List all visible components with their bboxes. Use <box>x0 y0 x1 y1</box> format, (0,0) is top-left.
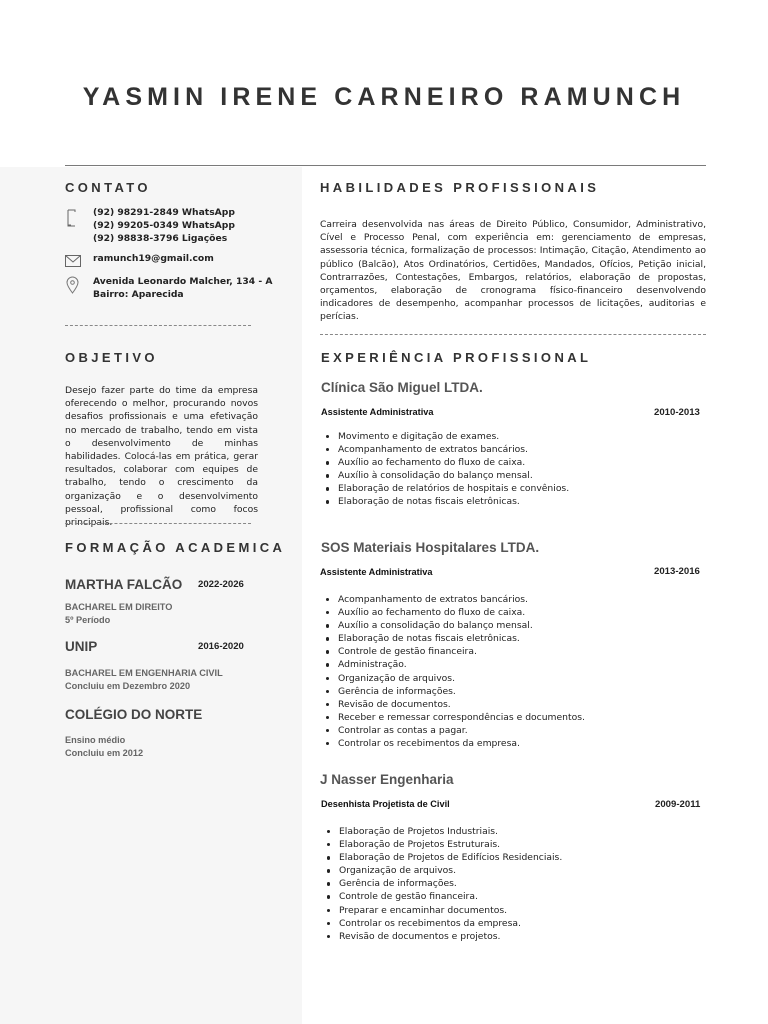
section-divider <box>65 325 251 326</box>
education-details <box>65 601 172 627</box>
list-item: Movimento e digitação de exames. <box>321 430 569 443</box>
phone-number[interactable]: (92) 98838-3796 Ligações <box>93 233 228 245</box>
contact-phones <box>93 206 235 246</box>
education-status: 5º Período <box>65 615 111 626</box>
job-role: Assistente Administrativa <box>320 567 433 577</box>
list-item: Auxílio a consolidação do balanço mensal. <box>321 619 585 632</box>
job-company: Clínica São Miguel LTDA. <box>321 380 483 395</box>
phone-icon <box>65 209 77 233</box>
skills-section-title: HABILIDADES PROFISSIONAIS <box>320 180 600 195</box>
job-role: Desenhista Projetista de Civil <box>321 799 450 809</box>
list-item: Elaboração de Projetos Industriais. <box>322 825 562 838</box>
list-item: Controle de gestão financeira. <box>322 890 562 903</box>
objective-text: Desejo fazer parte do time da empresa oferecendo o melhor, procurando novos desafios profissionais e uma efetivação no mercado de trabalho, tendo em vista o desenvolvimento de minhas habilidades. Colocá-las em prática, gerar resultados, colaborar com equipes de trabalho, tendo o crescimento da organização e o desenvolvimento pessoal, profissional como focos principais. <box>65 385 258 529</box>
phone-number[interactable]: (92) 98291-2849 WhatsApp <box>93 207 235 218</box>
header-divider <box>65 165 706 166</box>
address-line: Bairro: Aparecida <box>93 289 184 301</box>
list-item: Gerência de informações. <box>322 877 562 890</box>
education-degree: BACHAREL EM DIREITO <box>65 602 173 612</box>
list-item: Preparar e encaminhar documentos. <box>322 904 562 917</box>
job-task-list <box>321 593 585 750</box>
list-item: Controlar os recebimentos da empresa. <box>322 917 562 930</box>
list-item: Elaboração de notas fiscais eletrônicas. <box>321 632 585 645</box>
education-degree: Ensino médio <box>65 735 126 745</box>
objective-section-title: OBJETIVO <box>65 350 158 365</box>
education-school-name: COLÉGIO DO NORTE <box>65 707 203 722</box>
list-item: Controle de gestão financeira. <box>321 645 585 658</box>
job-company: SOS Materiais Hospitalares LTDA. <box>321 540 540 555</box>
list-item: Controlar os recebimentos da empresa. <box>321 737 585 750</box>
list-item: Revisão de documentos e projetos. <box>322 930 562 943</box>
section-divider <box>65 523 251 524</box>
phone-number[interactable]: (92) 99205-0349 WhatsApp <box>93 220 235 232</box>
list-item: Acompanhamento de extratos bancários. <box>321 443 569 456</box>
map-pin-icon <box>66 276 79 298</box>
list-item: Elaboração de Projetos de Edifícios Residenciais. <box>322 851 562 864</box>
address-line: Avenida Leonardo Malcher, 134 - A <box>93 276 273 287</box>
job-years: 2010-2013 <box>654 407 700 418</box>
education-status: Concluiu em Dezembro 2020 <box>65 681 191 692</box>
list-item: Organização de arquivos. <box>321 672 585 685</box>
contact-email[interactable]: ramunch19@gmail.com <box>93 253 214 264</box>
experience-section-title: EXPERIÊNCIA PROFISSIONAL <box>321 350 592 365</box>
contact-section-title: CONTATO <box>65 180 151 195</box>
education-school-name: UNIP <box>65 639 98 654</box>
education-years: 2016-2020 <box>198 641 244 652</box>
job-task-list <box>322 825 562 943</box>
list-item: Elaboração de relatórios de hospitais e convênios. <box>321 482 569 495</box>
contact-address <box>93 275 273 301</box>
education-degree: BACHAREL EM ENGENHARIA CIVIL <box>65 668 223 678</box>
job-role: Assistente Administrativa <box>321 407 434 417</box>
list-item: Organização de arquivos. <box>322 864 562 877</box>
envelope-icon <box>65 252 81 271</box>
list-item: Auxílio ao fechamento do fluxo de caixa. <box>321 456 569 469</box>
list-item: Auxílio ao fechamento do fluxo de caixa. <box>321 606 585 619</box>
education-details <box>65 734 143 760</box>
resume-name: YASMIN IRENE CARNEIRO RAMUNCH <box>82 83 686 111</box>
education-status: Concluiu em 2012 <box>65 748 144 759</box>
education-details <box>65 667 223 693</box>
education-years: 2022-2026 <box>198 579 244 590</box>
list-item: Elaboração de Projetos Estruturais. <box>322 838 562 851</box>
job-task-list <box>321 430 569 509</box>
job-company: J Nasser Engenharia <box>320 772 454 787</box>
list-item: Administração. <box>321 658 585 671</box>
education-school-name: MARTHA FALCÃO <box>65 577 183 592</box>
list-item: Auxílio à consolidação do balanço mensal. <box>321 469 569 482</box>
skills-text: Carreira desenvolvida nas áreas de Direito Público, Consumidor, Administrativo, Cível e Processo Penal, com experiência em: gerenciamento de empresas, assessoria técnica, formalização de processos: Intimação, Citação, Atendimento ao público (Balcão), Atos Ordinatórios, Certidões, Mandados, Ofícios, Petição inicial, Contrarrazões, Contestações, Embargos, relatórios, elaboração de propostas, orçamentos, elaboração de cronograma físico-financeiro desenvolvendo indicadores de desempenho, acompanhar processos de licitações, auditorias e perícias. <box>320 219 706 323</box>
section-divider <box>320 334 706 335</box>
list-item: Revisão de documentos. <box>321 698 585 711</box>
list-item: Controlar as contas a pagar. <box>321 724 585 737</box>
list-item: Elaboração de notas fiscais eletrônicas. <box>321 495 569 508</box>
education-section-title: FORMAÇÃO ACADEMICA <box>65 540 286 555</box>
job-years: 2013-2016 <box>654 566 700 577</box>
list-item: Gerência de informações. <box>321 685 585 698</box>
list-item: Acompanhamento de extratos bancários. <box>321 593 585 606</box>
job-years: 2009-2011 <box>655 799 701 810</box>
list-item: Receber e remessar correspondências e documentos. <box>321 711 585 724</box>
